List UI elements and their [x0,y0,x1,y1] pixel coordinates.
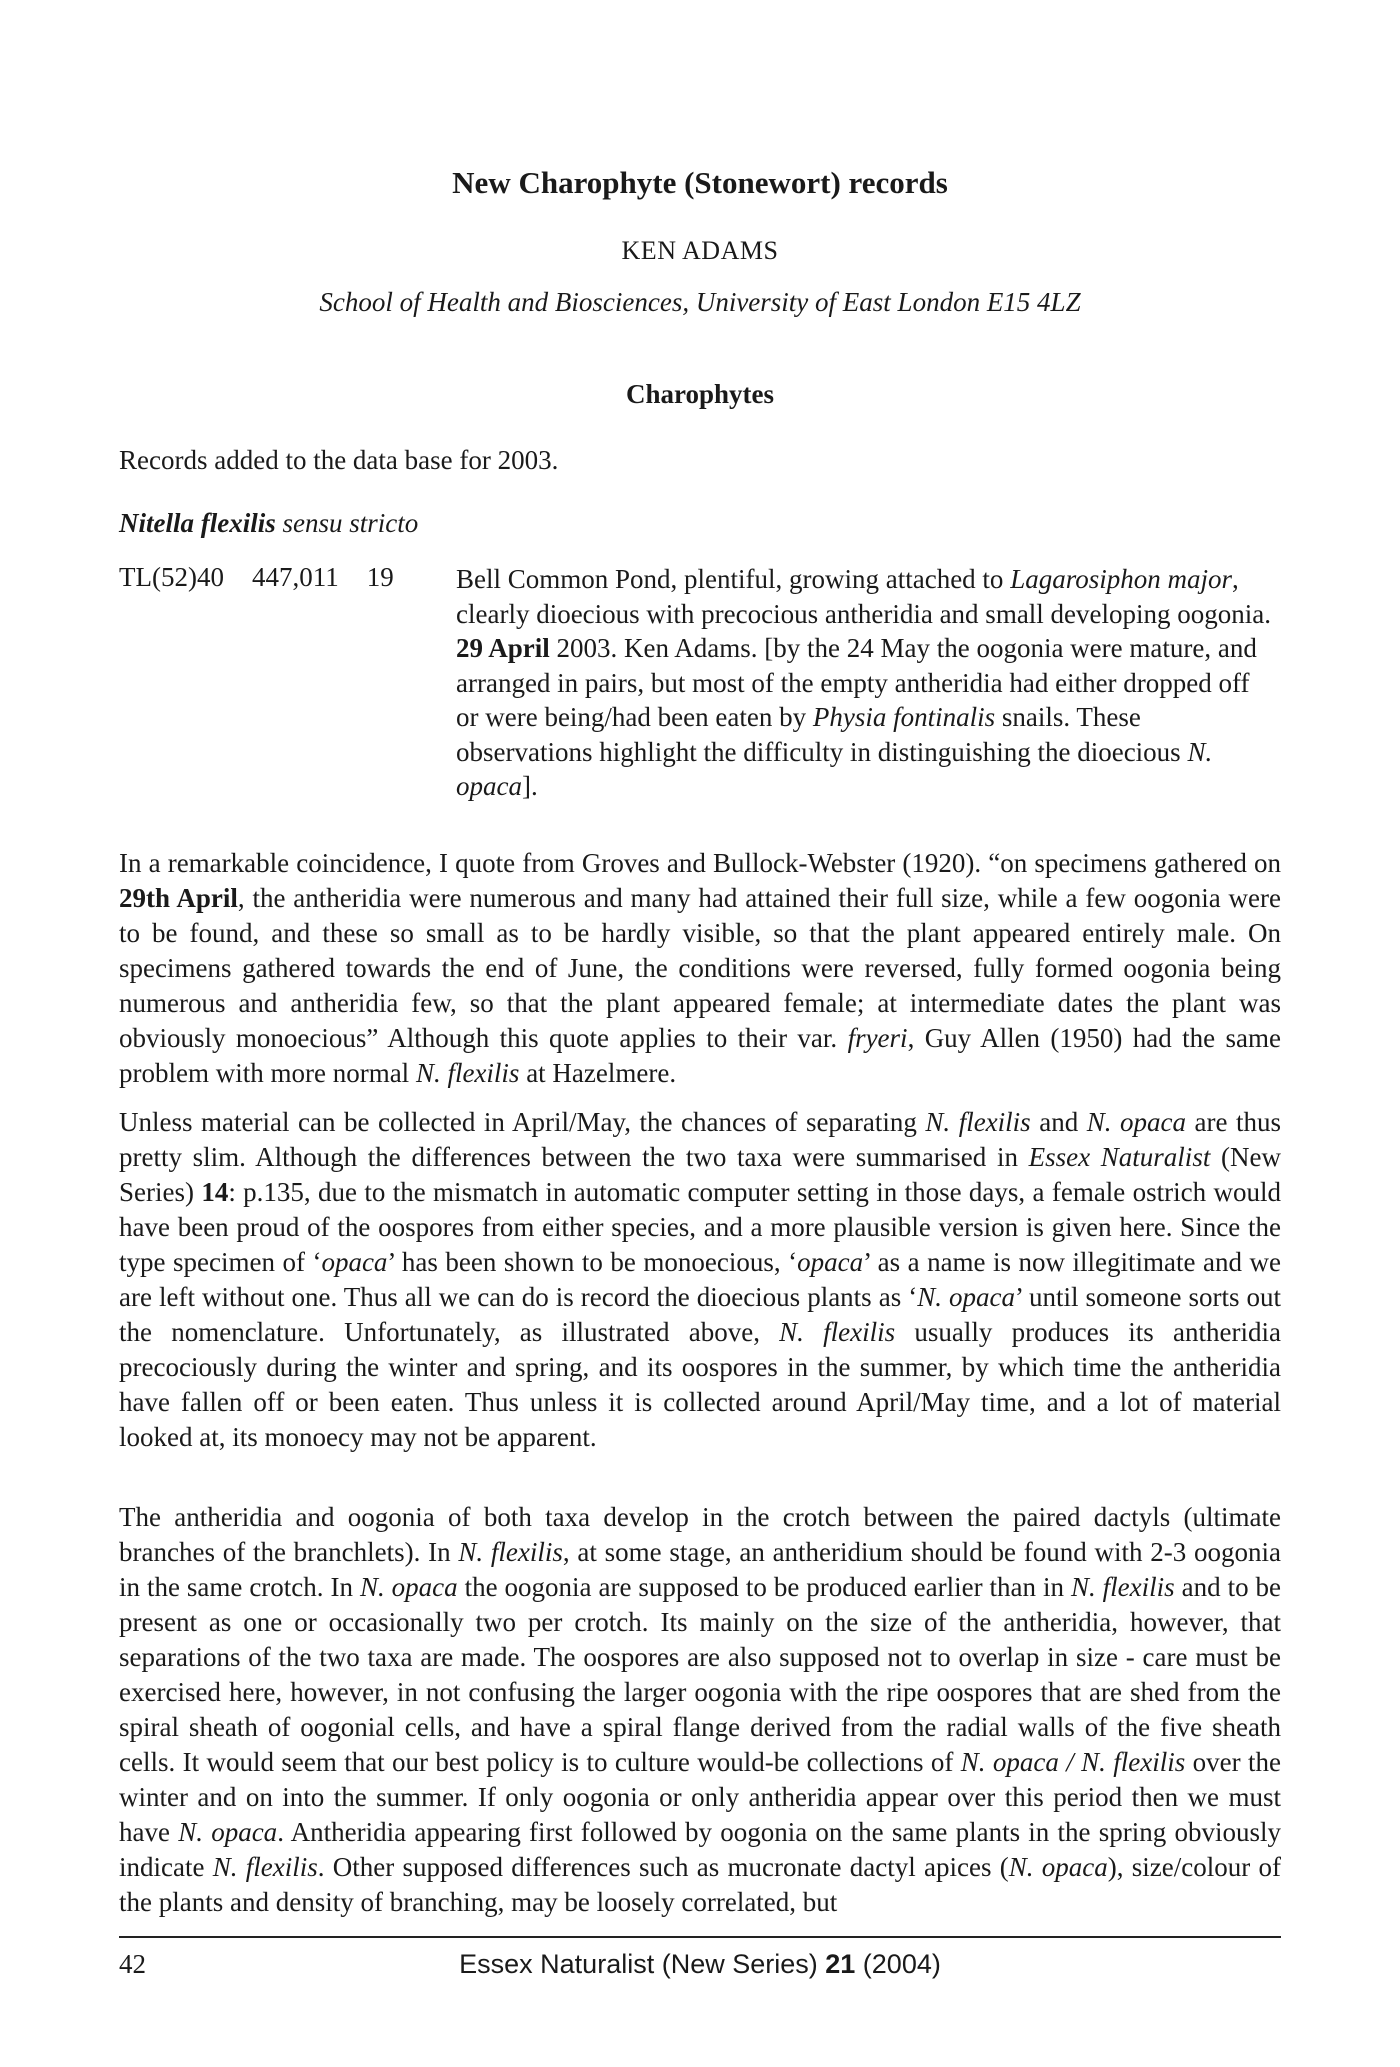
author-affiliation: School of Health and Biosciences, University of East London E15 4LZ [319,287,1081,317]
article-title: New Charophyte (Stonewort) records [452,165,948,200]
taxon-qualifier: sensu stricto [282,508,419,538]
record-vice-county: 19 [366,562,394,592]
section-heading: Charophytes [625,379,775,409]
record-locality-code [119,562,422,593]
record-grid-ref: 447,011 [251,562,339,592]
taxon-heading [119,508,418,539]
footer-rule [119,1936,1281,1938]
author-name: KEN ADAMS [621,236,779,265]
page-number: 42 [119,1949,146,1979]
paragraph-1: In a remarkable coincidence, I quote from Groves and Bullock-Webster (1920). “on specimens gathered on 29th April, the antheridia were numerous and many had attained their full size, while a few oogonia were to be found, and these so small as to be hardly visible, so that the plant appeared entirely male. On specimens gathered towards the end of June, the conditions were reversed, fully formed oogonia being numerous and antheridia few, so that the plant appeared female; at intermediate dates the plant was obviously monoecious” Although this quote applies to their var. fryeri, Guy Allen (1950) had the same problem with more normal N. flexilis at Hazelmere. [119,848,1281,1088]
taxon-name: Nitella flexilis [119,508,276,538]
record-description: Bell Common Pond, plentiful, growing attached to Lagarosiphon major, clearly dioecious with precocious antheridia and small developing oogonia. 29 April 2003. Ken Adams. [by the 24 May the oogonia were mature, and arranged in pairs, but most of the empty antheridia had either dropped off or were being/had been eaten by Physia fontinalis snails. These observations highlight the difficulty in distinguishing the dioecious N. opaca]. [456,564,1272,801]
paragraph-2: Unless material can be collected in April/May, the chances of separating N. flexilis and N. opaca are thus pretty slim. Although the differences between the two taxa were summarised in Essex Naturalist (New Series) 14: p.135, due to the mismatch in automatic computer setting in those days, a female ostrich would have been proud of the oospores from either species, and a more plausible version is given here. Since the type specimen of ‘opaca’ has been shown to be monoecious, ‘opaca’ as a name is now illegitimate and we are left without one. Thus all we can do is record the dioecious plants as ‘N. opaca’ until someone sorts out the nomenclature. Unfortunately, as illustrated above, N. flexilis usually produces its antheridia precociously during the winter and spring, and its oospores in the summer, by which time the antheridia have fallen off or been eaten. Thus unless it is collected around April/May time, and a lot of material looked at, its monoecy may not be apparent. [119,1107,1281,1452]
journal-citation: Essex Naturalist (New Series) 21 (2004) [459,1949,941,1979]
paragraph-3: The antheridia and oogonia of both taxa develop in the crotch between the paired dactyls (ultimate branches of the branchlets). In N. flexilis, at some stage, an antheridium should be found with 2-3 oogonia in the same crotch. In N. opaca the oogonia are supposed to be produced earlier than in N. flexilis and to be present as one or occasionally two per crotch. Its mainly on the size of the antheridia, however, that separations of the two taxa are made. The oospores are also supposed not to overlap in size - care must be exercised here, however, in not confusing the larger oogonia with the ripe oospores that are shed from the spiral sheath of oogonial cells, and have a spiral flange derived from the radial walls of the five sheath cells. It would seem that our best policy is to culture would-be collections of N. opaca / N. flexilis over the winter and on into the summer. If only oogonia or only antheridia appear over this period then we must have N. opaca. Antheridia appearing first followed by oogonia on the same plants in the spring obviously indicate N. flexilis. Other supposed differences such as mucronate dactyl apices (N. opaca), size/colour of the plants and density of branching, may be loosely correlated, but [119,1502,1282,1917]
record-square: TL(52)40 [119,562,224,592]
records-intro: Records added to the data base for 2003. [119,445,559,475]
